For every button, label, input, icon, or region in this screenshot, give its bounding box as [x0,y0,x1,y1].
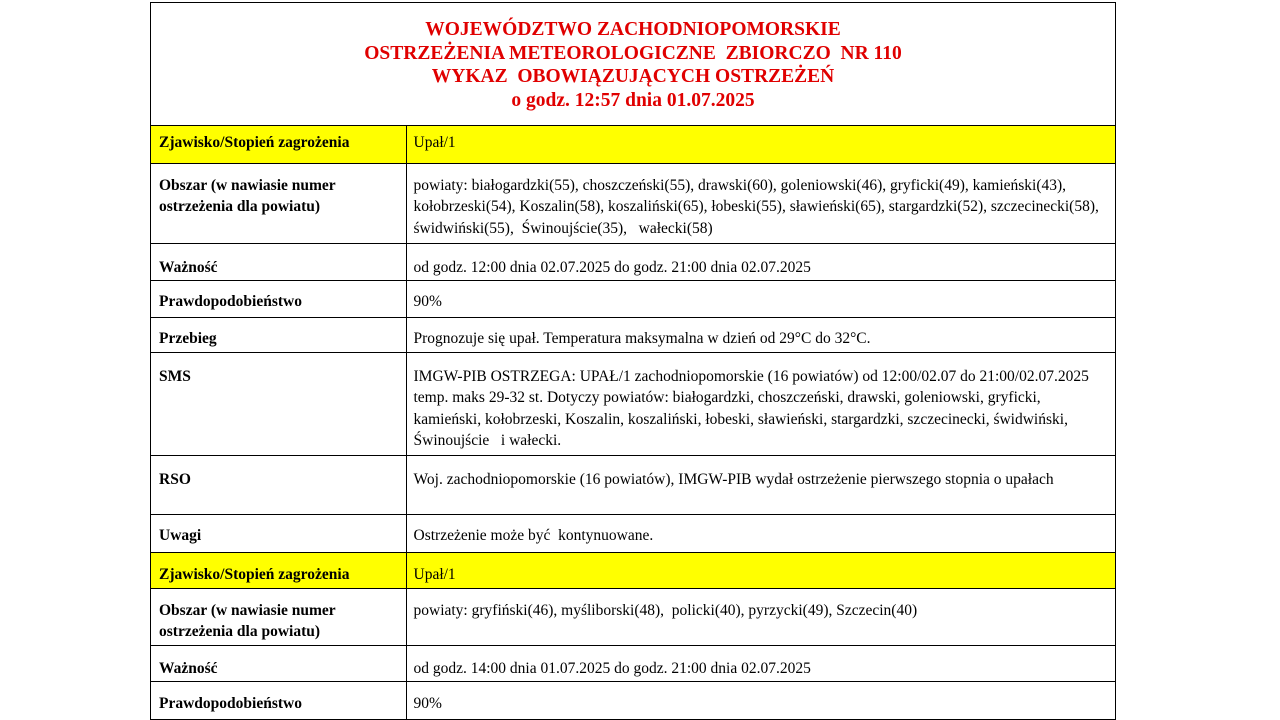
row-label: Ważność [151,243,406,280]
row-value: od godz. 14:00 dnia 01.07.2025 do godz. 21:00 dnia 02.07.2025 [406,645,1115,681]
table-row [151,163,1115,243]
row-label: Zjawisko/Stopień zagrożenia [151,552,406,588]
table-row [151,126,1115,163]
row-label: Uwagi [151,514,406,552]
table-row [151,317,1115,352]
row-value: Woj. zachodniopomorskie (16 powiatów), IMGW-PIB wydał ostrzeżenie pierwszego stopnia o upałach [406,455,1115,514]
row-label: SMS [151,352,406,455]
header-timestamp: o godz. 12:57 dnia 01.07.2025 [511,89,755,111]
table-row [151,455,1115,514]
header-title: OSTRZEŻENIA METEOROLOGICZNE ZBIORCZO NR 110 [364,42,902,64]
header-region: WOJEWÓDZTWO ZACHODNIOPOMORSKIE [425,19,841,40]
row-label: RSO [151,455,406,514]
table-row [151,588,1115,645]
warning-document [150,2,1116,720]
row-value: 90% [406,681,1115,719]
row-value: Prognozuje się upał. Temperatura maksymalna w dzień od 29°C do 32°C. [406,317,1115,352]
table-row [151,681,1115,719]
row-label: Prawdopodobieństwo [151,280,406,317]
row-label: Ważność [151,645,406,681]
row-value: 90% [406,280,1115,317]
table-row [151,280,1115,317]
table-row [151,514,1115,552]
warnings-table [151,126,1115,720]
row-label: Przebieg [151,317,406,352]
table-row [151,645,1115,681]
row-label: Prawdopodobieństwo [151,681,406,719]
table-row [151,243,1115,280]
row-label: Zjawisko/Stopień zagrożenia [151,126,406,163]
table-row [151,552,1115,588]
header-subtitle: WYKAZ OBOWIĄZUJĄCYCH OSTRZEŻEŃ [431,66,835,87]
table-row [151,352,1115,455]
row-value: Upał/1 [406,552,1115,588]
row-label: Obszar (w nawiasie numer ostrzeżenia dla powiatu) [151,588,406,645]
row-value: IMGW-PIB OSTRZEGA: UPAŁ/1 zachodniopomorskie (16 powiatów) od 12:00/02.07 do 21:00/02.07.2025 temp. maks 29-32 st. Dotyczy powiatów: białogardzki, choszczeński, drawski, goleniowski, gryficki, kamieński, kołobrzeski, Koszalin, koszaliński, łobeski, sławieński, stargardzki, szczecinecki, świdwiński, Świnoujście i wałecki. [406,352,1115,455]
document-header [151,3,1115,126]
row-value: Upał/1 [406,126,1115,163]
row-label: Obszar (w nawiasie numer ostrzeżenia dla powiatu) [151,163,406,243]
row-value: od godz. 12:00 dnia 02.07.2025 do godz. 21:00 dnia 02.07.2025 [406,243,1115,280]
row-value: powiaty: gryfiński(46), myśliborski(48), policki(40), pyrzycki(49), Szczecin(40) [406,588,1115,645]
row-value: Ostrzeżenie może być kontynuowane. [406,514,1115,552]
row-value: powiaty: białogardzki(55), choszczeński(55), drawski(60), goleniowski(46), gryficki(49), kamieński(43), kołobrzeski(54), Koszalin(58), koszaliński(65), łobeski(55), sławieński(65), stargardzki(52), szczecinecki(58), świdwiński(55), Świnoujście(35), wałecki(58) [406,163,1115,243]
